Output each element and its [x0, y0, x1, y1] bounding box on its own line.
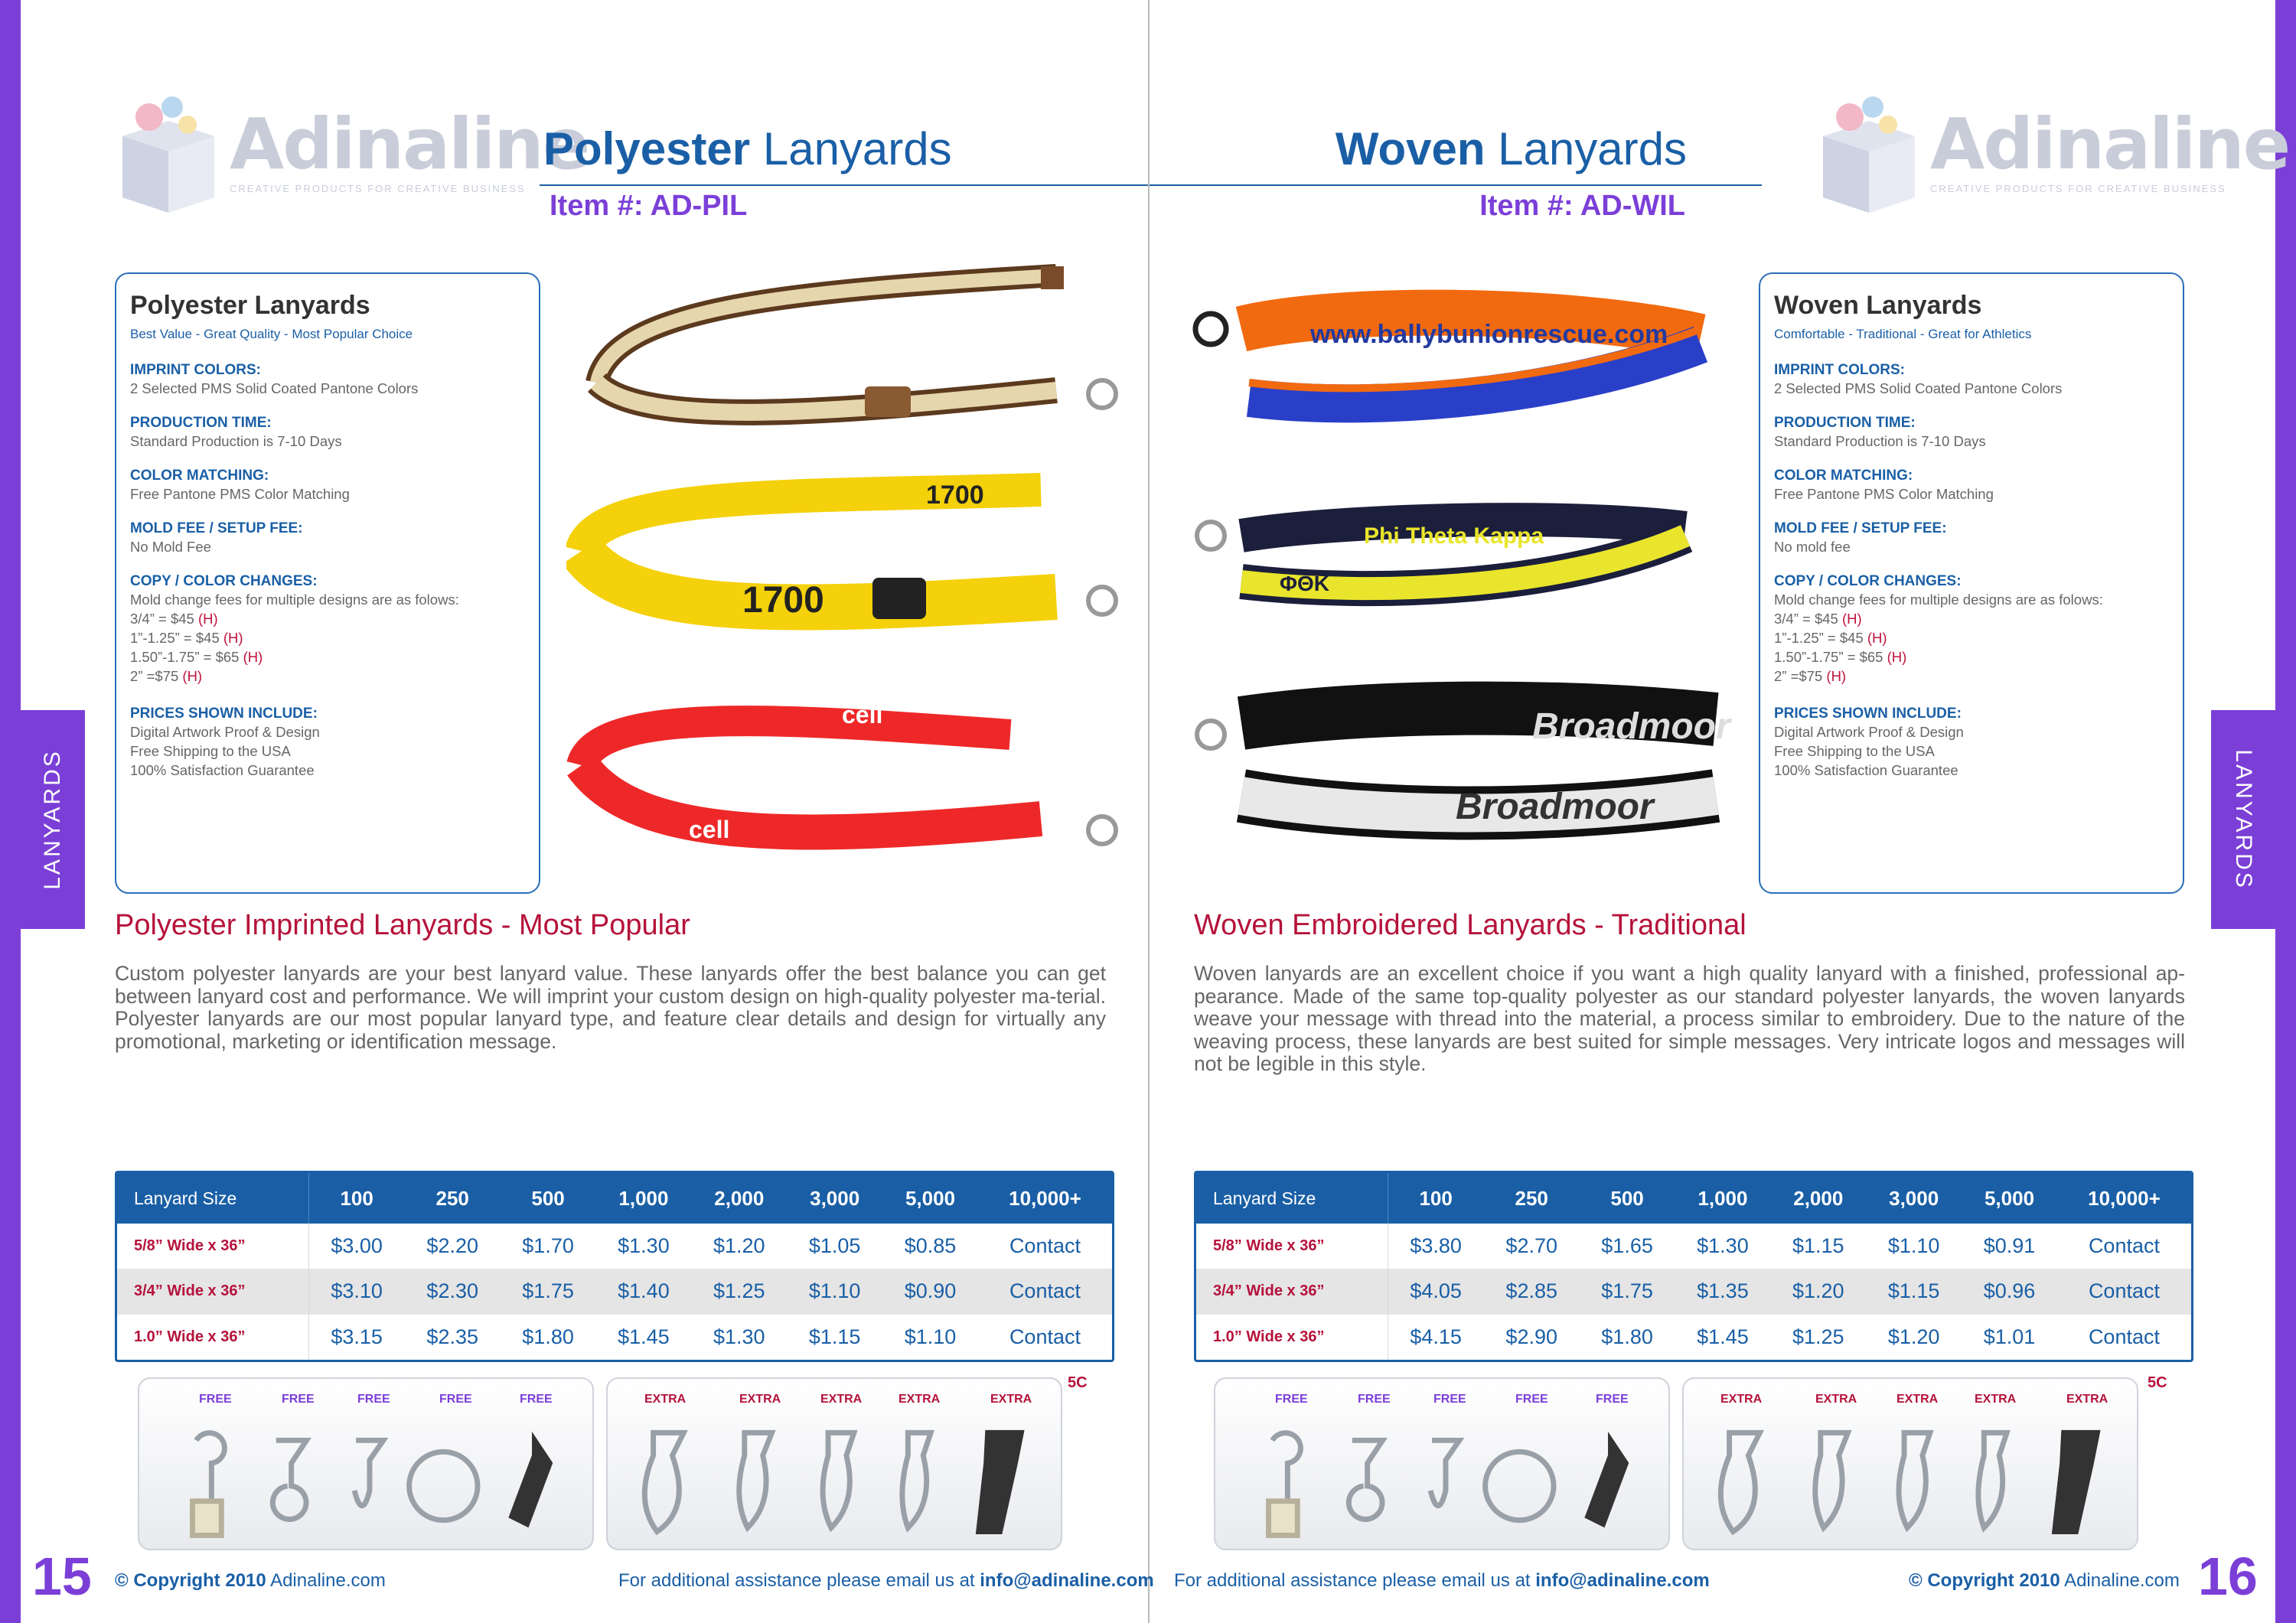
price-include-item: Free Shipping to the USA — [130, 743, 291, 759]
free-tag: FREE — [357, 1393, 390, 1406]
mold-value: No mold fee — [1774, 539, 1851, 555]
table-cell: $4.15 — [1410, 1325, 1462, 1348]
table-cell: Contact — [2057, 1269, 2191, 1314]
email-link[interactable]: info@adinaline.com — [980, 1570, 1154, 1591]
table-cell: $1.45 — [618, 1325, 670, 1348]
table-row — [1196, 1315, 2191, 1360]
logo-wordmark: Adinaline — [1930, 103, 2290, 185]
lanyard-print: Broadmoor — [1532, 706, 1730, 747]
header-cell: 5,000 — [882, 1173, 978, 1224]
lanyard-print: Broadmoor — [1456, 787, 1654, 827]
imprint-label: IMPRINT COLORS: — [1774, 362, 1905, 378]
lanyard-photo-illustration — [566, 260, 1148, 872]
extra-tag: EXTRA — [2066, 1393, 2108, 1406]
table-cell: 3/4” Wide x 36” — [117, 1269, 308, 1314]
header-cell: 5,000 — [1962, 1173, 2057, 1224]
header-cell: Lanyard Size — [1196, 1173, 1388, 1224]
free-tag: FREE — [282, 1393, 315, 1406]
extra-tag: EXTRA — [1720, 1393, 1763, 1406]
lanyard-print: cell — [689, 816, 730, 843]
prices-label: PRICES SHOWN INCLUDE: — [1774, 706, 1962, 722]
fee-line: 2” =$75 (H) — [130, 668, 203, 684]
spec-subtitle: Best Value - Great Quality - Most Popular Choice — [130, 327, 413, 341]
table-cell: $1.20 — [713, 1234, 765, 1258]
logo-tagline: CREATIVE PRODUCTS FOR CREATIVE BUSINESS — [1930, 182, 2226, 194]
lanyard-print: cell — [842, 701, 883, 728]
table-cell: 1.0” Wide x 36” — [1196, 1315, 1388, 1360]
table-row — [117, 1269, 1112, 1314]
table-cell: $1.30 — [1697, 1234, 1749, 1258]
adinaline-logo — [1808, 90, 2289, 213]
description-paragraph: Woven lanyards are an excellent choice if you want a high quality lanyard with a finished, professional ap-pearance. Made of the same top-quality polyester as our standard polyester lanyards, the woven lanyards weave your message with thread into the material, a process similar to embroidery. Due to the nature of the weaving process, these lanyards are best suited for simple messages. Very intricate logos and messages will not be legible in this style. — [1194, 962, 2185, 1075]
adinaline-logo — [107, 90, 589, 213]
free-tag: FREE — [1275, 1393, 1308, 1406]
header-cell: 10,000+ — [978, 1173, 1112, 1224]
price-include-item: Free Shipping to the USA — [1774, 743, 1935, 759]
mold-label: MOLD FEE / SETUP FEE: — [130, 520, 303, 536]
extra-hooks-panel — [1682, 1377, 2138, 1550]
table-cell: $1.75 — [501, 1269, 596, 1314]
page-number: 15 — [32, 1546, 92, 1606]
free-tag: FREE — [1358, 1393, 1391, 1406]
price-table — [115, 1171, 1114, 1362]
free-hooks-panel — [138, 1377, 594, 1550]
woven-lanyard-black — [1197, 706, 1732, 827]
footer-help: For additional assistance please email us at info@adinaline.com — [618, 1570, 1154, 1591]
section-tab-label: LANYARDS — [40, 749, 65, 890]
logo-tagline: CREATIVE PRODUCTS FOR CREATIVE BUSINESS — [230, 182, 526, 194]
fee-line: 2” =$75 (H) — [1774, 668, 1847, 684]
polyester-lanyard-brown — [597, 266, 1116, 417]
free-tag: FREE — [1596, 1393, 1629, 1406]
footer-help: For additional assistance please email us at info@adinaline.com — [1174, 1570, 1710, 1591]
extra-tag: EXTRA — [1815, 1393, 1857, 1406]
gift-box-icon — [107, 90, 222, 213]
table-cell: $3.00 — [331, 1234, 383, 1258]
price-table-header — [1196, 1173, 2191, 1224]
table-cell: $0.85 — [904, 1234, 957, 1258]
five-c-note: 5C — [2148, 1374, 2167, 1391]
extra-tag: EXTRA — [739, 1393, 781, 1406]
extra-tag: EXTRA — [644, 1393, 687, 1406]
table-cell: $1.30 — [618, 1234, 670, 1258]
fee-line: 3/4” = $45 (H) — [130, 611, 218, 627]
copy-label: COPY / COLOR CHANGES: — [1774, 573, 1962, 589]
title-rule — [1150, 184, 1762, 186]
table-cell: $2.30 — [405, 1269, 501, 1314]
table-cell: 5/8” Wide x 36” — [117, 1224, 308, 1269]
title-bold: Woven — [1335, 123, 1486, 174]
extra-tag: EXTRA — [1975, 1393, 2017, 1406]
free-tag: FREE — [1515, 1393, 1548, 1406]
price-table — [1194, 1171, 2193, 1362]
spec-box — [1759, 272, 2184, 894]
table-cell: $2.90 — [1505, 1325, 1557, 1348]
copy-value: Mold change fees for multiple designs are as folows: — [1774, 592, 2103, 608]
extra-tag: EXTRA — [820, 1393, 863, 1406]
header-cell: 500 — [1580, 1173, 1675, 1224]
table-cell: Contact — [2088, 1325, 2160, 1348]
header-cell: 100 — [1388, 1173, 1484, 1224]
production-value: Standard Production is 7-10 Days — [130, 433, 342, 449]
logo-wordmark: Adinaline — [230, 103, 589, 185]
header-cell: 3,000 — [1866, 1173, 1962, 1224]
table-cell: $1.15 — [808, 1325, 861, 1348]
hook-attachments-icon — [139, 1410, 592, 1547]
item-number: Item #: AD-WIL — [1479, 190, 1685, 222]
page-title — [543, 122, 952, 175]
fee-line: 1.50”-1.75” = $65 (H) — [130, 649, 263, 665]
free-tag: FREE — [520, 1393, 553, 1406]
header-cell: 500 — [501, 1173, 596, 1224]
title-rest: Lanyards — [750, 123, 952, 174]
fee-line: 1”-1.25” = $45 (H) — [1774, 630, 1887, 646]
table-cell: $3.80 — [1410, 1234, 1462, 1258]
table-cell: $4.05 — [1388, 1269, 1484, 1314]
header-cell: 3,000 — [787, 1173, 882, 1224]
polyester-lanyard-red — [582, 701, 1116, 844]
table-cell: $1.15 — [1866, 1269, 1962, 1314]
table-cell: $0.90 — [882, 1269, 978, 1314]
fee-line: 3/4” = $45 (H) — [1774, 611, 1862, 627]
header-cell: 2,000 — [691, 1173, 787, 1224]
extra-tag: EXTRA — [1896, 1393, 1939, 1406]
header-cell: 100 — [308, 1173, 405, 1224]
lanyard-photos — [1180, 260, 1762, 872]
table-cell: $1.45 — [1697, 1325, 1749, 1348]
copy-value: Mold change fees for multiple designs are as folows: — [130, 592, 459, 608]
table-cell: $0.91 — [1983, 1234, 2036, 1258]
spec-heading: Polyester Lanyards — [130, 291, 370, 320]
table-cell: Contact — [1009, 1234, 1081, 1258]
table-cell: $1.20 — [1887, 1325, 1940, 1348]
woven-lanyard-navy — [1197, 520, 1685, 595]
title-rest: Lanyards — [1485, 123, 1687, 174]
table-row — [117, 1224, 1112, 1269]
header-cell: 1,000 — [596, 1173, 692, 1224]
matching-value: Free Pantone PMS Color Matching — [1774, 486, 1994, 502]
table-cell: $1.20 — [1770, 1269, 1866, 1314]
section-subhead: Polyester Imprinted Lanyards - Most Popular — [115, 909, 690, 941]
matching-value: Free Pantone PMS Color Matching — [130, 486, 350, 502]
lanyard-photos — [566, 260, 1148, 872]
imprint-value: 2 Selected PMS Solid Coated Pantone Colors — [130, 380, 419, 396]
woven-lanyard-orange — [1195, 313, 1701, 404]
price-include-item: 100% Satisfaction Guarantee — [130, 762, 315, 778]
footer-copyright: © Copyright 2010 Adinaline.com — [1909, 1570, 2180, 1591]
header-cell: 10,000+ — [2057, 1173, 2191, 1224]
table-cell: $1.10 — [1887, 1234, 1940, 1258]
production-label: PRODUCTION TIME: — [130, 415, 272, 431]
imprint-value: 2 Selected PMS Solid Coated Pantone Colors — [1774, 380, 2063, 396]
free-hooks-panel — [1214, 1377, 1670, 1550]
table-cell: $1.80 — [522, 1325, 574, 1348]
table-cell: 5/8” Wide x 36” — [1196, 1224, 1388, 1269]
page-number: 16 — [2198, 1546, 2258, 1606]
copy-label: COPY / COLOR CHANGES: — [130, 573, 318, 589]
header-cell: 250 — [1484, 1173, 1580, 1224]
lanyard-print: ΦΘK — [1280, 572, 1329, 595]
matching-label: COLOR MATCHING: — [1774, 468, 1913, 484]
free-tag: FREE — [439, 1393, 472, 1406]
table-cell: $1.40 — [596, 1269, 692, 1314]
description-paragraph: Custom polyester lanyards are your best lanyard value. These lanyards offer the best balance you can get between lanyard cost and performance. We will imprint your custom design on high-quality polyester ma-terial. Polyester lanyards are our most popular lanyard type, and feature clear details and design for virtually any promotional, marketing or identification message. — [115, 962, 1106, 1053]
header-cell: Lanyard Size — [117, 1173, 308, 1224]
table-row — [1196, 1224, 2191, 1269]
table-cell: $1.35 — [1675, 1269, 1771, 1314]
lanyard-print: 1700 — [742, 580, 824, 621]
table-cell: $2.85 — [1484, 1269, 1580, 1314]
hook-attachments-icon — [1215, 1410, 1668, 1547]
table-cell: $1.10 — [904, 1325, 957, 1348]
table-cell: Contact — [2088, 1234, 2160, 1258]
item-number: Item #: AD-PIL — [550, 190, 748, 222]
table-cell: $1.80 — [1601, 1325, 1653, 1348]
table-cell: $1.01 — [1983, 1325, 2036, 1348]
table-cell: 1.0” Wide x 36” — [117, 1315, 308, 1360]
free-tag: FREE — [1433, 1393, 1466, 1406]
prices-label: PRICES SHOWN INCLUDE: — [130, 706, 318, 722]
table-cell: $1.15 — [1792, 1234, 1844, 1258]
production-label: PRODUCTION TIME: — [1774, 415, 1916, 431]
table-cell: Contact — [1009, 1325, 1081, 1348]
free-tag: FREE — [199, 1393, 232, 1406]
gift-box-icon — [1808, 90, 1923, 213]
hook-attachments-icon — [1684, 1410, 2137, 1547]
imprint-label: IMPRINT COLORS: — [130, 362, 261, 378]
table-cell: $1.30 — [713, 1325, 765, 1348]
table-cell: $1.70 — [522, 1234, 574, 1258]
section-subhead: Woven Embroidered Lanyards - Traditional — [1194, 909, 1746, 941]
header-cell: 250 — [405, 1173, 501, 1224]
table-row — [1196, 1269, 2191, 1314]
matching-label: COLOR MATCHING: — [130, 468, 269, 484]
footer-copyright: © Copyright 2010 Adinaline.com — [115, 1570, 386, 1591]
table-cell: $1.65 — [1601, 1234, 1653, 1258]
price-include-item: Digital Artwork Proof & Design — [130, 724, 320, 740]
hook-attachments-icon — [608, 1410, 1061, 1547]
mold-value: No Mold Fee — [130, 539, 211, 555]
five-c-note: 5C — [1068, 1374, 1088, 1391]
fee-line: 1.50”-1.75” = $65 (H) — [1774, 649, 1907, 665]
title-rule — [540, 184, 1148, 186]
table-cell: Contact — [978, 1269, 1112, 1314]
table-cell: $1.75 — [1580, 1269, 1675, 1314]
page-title — [1336, 122, 1687, 175]
price-include-item: Digital Artwork Proof & Design — [1774, 724, 1964, 740]
table-cell: $0.96 — [1962, 1269, 2057, 1314]
lanyard-print: Phi Theta Kappa — [1364, 523, 1544, 549]
production-value: Standard Production is 7-10 Days — [1774, 433, 1986, 449]
table-cell: $1.25 — [1792, 1325, 1844, 1348]
table-cell: $3.15 — [331, 1325, 383, 1348]
table-cell: $2.35 — [426, 1325, 478, 1348]
header-cell: 2,000 — [1770, 1173, 1866, 1224]
lanyard-print: 1700 — [926, 481, 984, 510]
lanyard-print: www.ballybunionrescue.com — [1310, 320, 1668, 349]
table-cell: $2.70 — [1505, 1234, 1557, 1258]
section-tab-label: LANYARDS — [2231, 749, 2256, 890]
extra-tag: EXTRA — [899, 1393, 941, 1406]
price-table-header — [117, 1173, 1112, 1224]
fee-line: 1”-1.25” = $45 (H) — [130, 630, 243, 646]
table-cell: $1.10 — [787, 1269, 882, 1314]
spec-heading: Woven Lanyards — [1774, 291, 1982, 320]
table-cell: 3/4” Wide x 36” — [1196, 1269, 1388, 1314]
mold-label: MOLD FEE / SETUP FEE: — [1774, 520, 1947, 536]
lanyard-photo-illustration — [1180, 260, 1762, 872]
table-cell: $3.10 — [308, 1269, 405, 1314]
page-right — [1150, 0, 2296, 1623]
price-include-item: 100% Satisfaction Guarantee — [1774, 762, 1958, 778]
spec-box — [115, 272, 540, 894]
spec-subtitle: Comfortable - Traditional - Great for Athletics — [1774, 327, 2032, 341]
title-bold: Polyester — [543, 123, 751, 174]
polyester-lanyard-yellow — [582, 481, 1116, 621]
table-cell: $1.25 — [691, 1269, 787, 1314]
email-link[interactable]: info@adinaline.com — [1535, 1570, 1710, 1591]
extra-hooks-panel — [606, 1377, 1062, 1550]
table-cell: $1.05 — [808, 1234, 861, 1258]
extra-tag: EXTRA — [990, 1393, 1032, 1406]
table-cell: $2.20 — [426, 1234, 478, 1258]
table-row — [117, 1315, 1112, 1360]
header-cell: 1,000 — [1675, 1173, 1771, 1224]
